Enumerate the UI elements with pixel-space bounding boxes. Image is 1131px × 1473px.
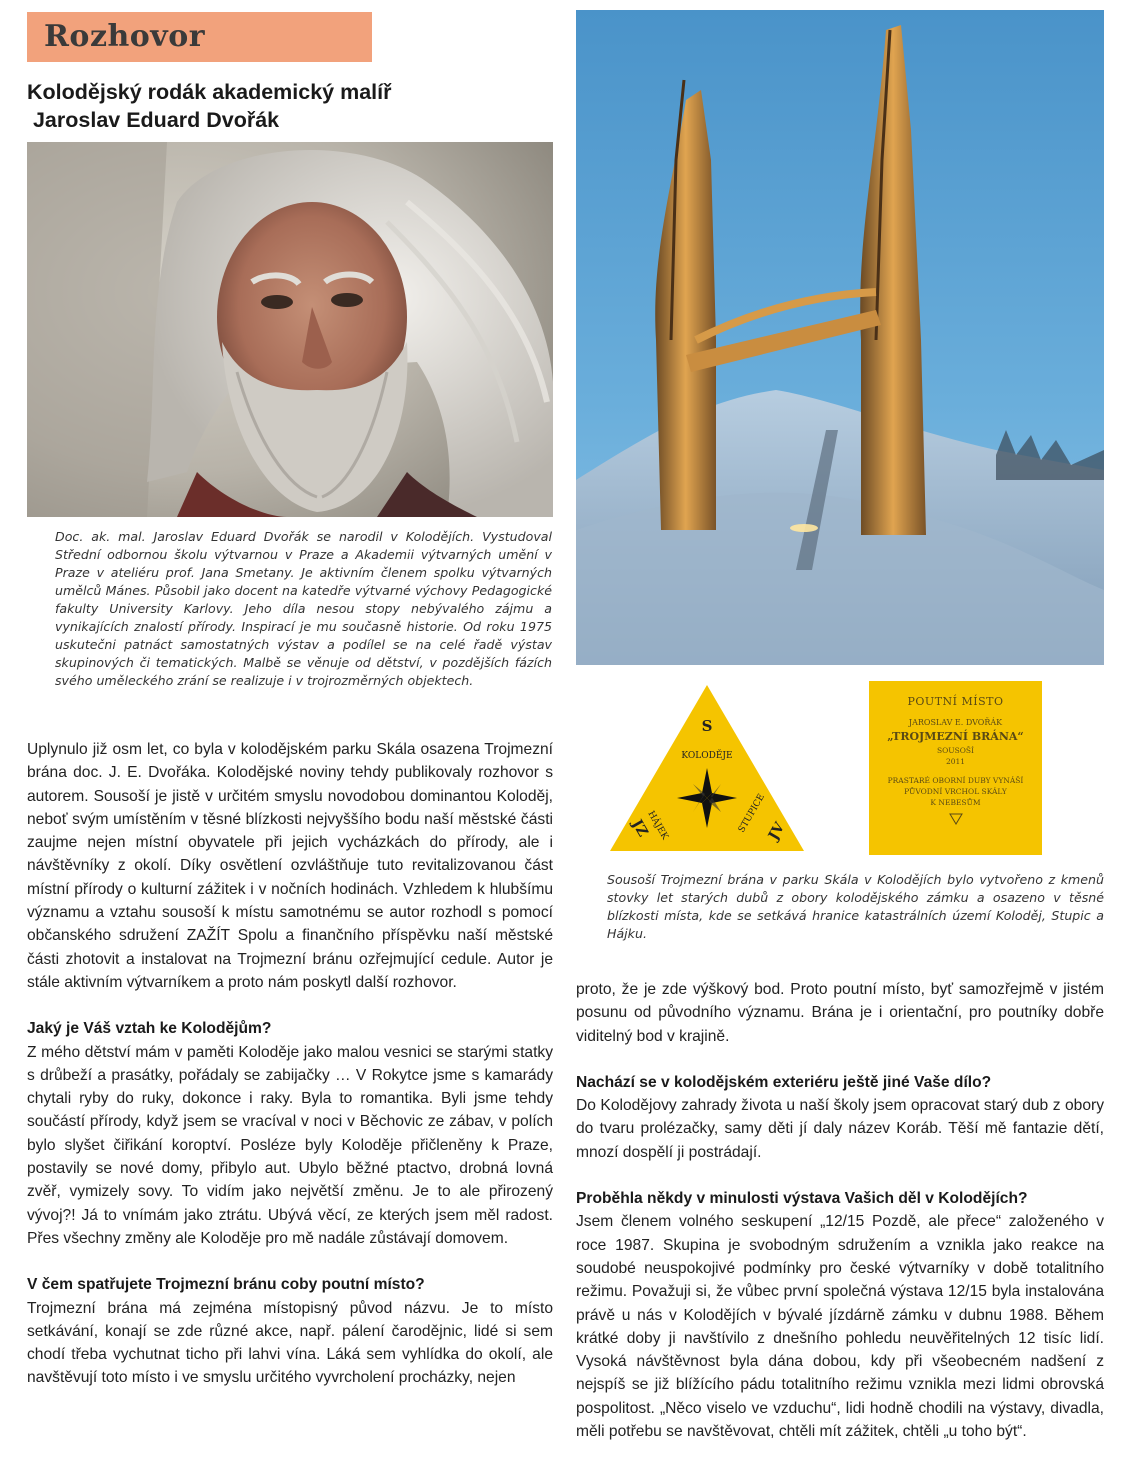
triangle-bottom-left-label: JZ: [628, 817, 651, 840]
triangle-left-label: HÁJEK: [645, 809, 670, 842]
plaque-line-2: JAROSLAV E. DVOŘÁK: [908, 718, 1003, 727]
plaque-line-4: SOUSOŠÍ: [937, 746, 974, 755]
triangle-sign: [608, 683, 806, 853]
triangle-bottom-right-label: JV: [765, 819, 789, 843]
triangle-top-label: S: [701, 717, 713, 735]
portrait-caption: Doc. ak. mal. Jaroslav Eduard Dvořák se narodil v Kolodějích. Vystudoval Střední odbornou školu výtvarnou v Praze a Akademii výtvarných umění v Praze v ateliéru prof. Jana Smetany. Je aktivním členem spolku výtvarných umělců Mánes. Působil jako docent na katedře výtvarné výchovy Pedagogické fakulty University Karlovy. Jeho díla nesou stopy nebývalého zájmu a vynikajících znalostí přírody. Inspirací je mu současně historie. Od roku 1975 uskutečni patnáct samostatných výstav a podílel se na celé řadě výstav skupinových či tematických. Malbě se věnuje od dětství, v pozdějších fázích svého uměleckého zrání se realizuje i v trojrozměrných objektech.: [55, 529, 552, 688]
answer-2: Trojmezní brána má zejména místopisný původ názvu. Je to místo setkávání, konají se zde různé akce, např. pálení čarodějnic, lidé si sem chodí třeba vychutnat ticho při lahvi vína. Láká sem vyhlídka do okolí, ale navštěvují toto místo i ve smyslu určitého vyvrcholení procházky, nejen: [27, 1299, 553, 1387]
answer-2-continued: proto, že je zde výškový bod. Proto poutní místo, byť samozřejmě v jistém posunu od původního významu. Brána je i orientační, pro poutníky dobře viditelný bod v krajině.: [576, 981, 1104, 1045]
plaque-line-7: PŮVODNÍ VRCHOL SKÁLY: [904, 787, 1007, 796]
intro-paragraph: Uplynulo již osm let, co byla v kolodějském parku Skála osazena Trojmezní brána doc. J. E. Dvořáka. Kolodějské noviny tehdy publikovaly rozhovor s autorem. Sousoší je jistě v určitém smyslu novodobou dominantou Koloděj, neboť svým umístěním v těsné blízkosti nejvyššího bodu naší městské části zaujme nejen místní obyvatele při jejich vycházkách do přírody, ale i návštěvníky z okolí. Díky osvětlení ozvláštňuje tuto revitalizovanou část místní přírody o kulturní zážitek i v nočních hodinách. Vzhledem k hlubšímu významu a vztahu sousoší k místu samotnému se autor rozhodl s pomocí občanského sdružení ZAŽÍT Spolu a finančního příspěvku naší městské části zhotovit a instalovat na Trojmezní bránu ozřejmující cedule. Autor je stále aktivním výtvarníkem a proto nám poskytl další rozhovor.: [27, 741, 553, 991]
down-triangle-icon: [949, 813, 963, 825]
answer-4: Jsem členem volného seskupení „12/15 Pozdě, ale přece“ založeného v roce 1987. Skupina je svobodným sdružením a vznikla jako reakce na soudobé neuspokojivé podmínky pro české výtvarníky v době totalitního režimu. Považuji si, že vůbec první společná výstava 12/15 byla instalována právě u nás v Kolodějích v bývalé jízdárně zámku v dubnu 1988. Během krátké doby ji navštívilo z dnešního pohledu neuvěřitelných 12 tisíc lidí. Vysoká návštěvnost byla dána dobou, kdy při všeobecném nadšení z nejspíš se již blížícího pádu totalitního režimu vznikla mezi lidmi obrovská pospolitost. „Něco viselo ve vzduchu“, lidi hodně chodili na výstavy, divadla, měli potřebu se navštěvovat, chtěli mít zážitek, chtěli „u toho být“.: [576, 1213, 1104, 1441]
answer-3: Do Kolodějovy zahrady života u naší školy jsem opracovat starý dub z obory do tvaru prolézačky, samy děti jí daly název Koráb. Těší mě fantazie dětí, mnozí dospělí ji postrádají.: [576, 1097, 1104, 1161]
sculpture-caption: Sousoší Trojmezní brána v parku Skála v Kolodějích bylo vytvořeno z kmenů stovky let starých dubů z obory kolodějského zámku a osazeno v těsné blízkosti místa, kde se setkává hranice katastrálních území Koloděj, Stupic a Hájku.: [607, 872, 1104, 941]
plaque-line-1: POUTNÍ MÍSTO: [907, 695, 1004, 708]
plaque-line-8: K NEBESŮM: [930, 798, 981, 807]
triangle-right-label: STUPICE: [736, 792, 768, 835]
plaque-line-5: 2011: [945, 757, 966, 766]
article-headline: [27, 78, 567, 134]
plaque-line-6: PRASTARÉ OBORNÍ DUBY VYNÁŠÍ: [887, 776, 1024, 785]
portrait-photo: [27, 142, 553, 517]
section-label: Rozhovor: [27, 12, 372, 62]
left-column: [27, 738, 553, 1390]
plaque-line-3: „TROJMEZNÍ BRÁNA“: [887, 730, 1024, 743]
sculpture-photo: [576, 10, 1104, 665]
answer-1: Z mého dětství mám v paměti Koloděje jako malou vesnici se starými statky s drůbeží a prasátky, pořádaly se zabijačky … V Rokytce jsme s kamarády chytali ryby do ruky, dokonce i raky. Byla to romantika. Byli jsme tehdy součástí přírody, když jsem se vracíval v noci v Běchovic ze zábav, v polích bylo slyšet čiřikání koroptví. Posléze byly Koloděje přičleněny k Praze, postavily se nové domy, přibylo aut. Ubylo běžné ptactvo, drobná lovná zvěř, vymizely sovy. To vidím jako největší změnu. Je to ale přirozený vývoj?! Já to vnímám jako ztrátu. Ubývá věcí, ze kterých jsem měl radost. Přes všechny změny ale Koloděje pro mě nadále zůstávají domovem.: [27, 1043, 553, 1247]
triangle-center-label: KOLODĚJE: [681, 751, 733, 761]
headline-line-1: Kolodějský rodák akademický malíř: [27, 80, 392, 104]
headline-line-2: Jaroslav Eduard Dvořák: [27, 108, 280, 132]
question-2: V čem spatřujete Trojmezní bránu coby poutní místo?: [27, 1276, 425, 1294]
question-1: Jaký je Váš vztah ke Kolodějům?: [27, 1020, 272, 1038]
plaque-sign: [869, 681, 1042, 855]
right-column: [576, 978, 1104, 1443]
question-4: Proběhla někdy v minulosti výstava Vašich děl v Kolodějích?: [576, 1190, 1028, 1208]
question-3: Nachází se v kolodějském exteriéru ještě jiné Vaše dílo?: [576, 1073, 992, 1091]
